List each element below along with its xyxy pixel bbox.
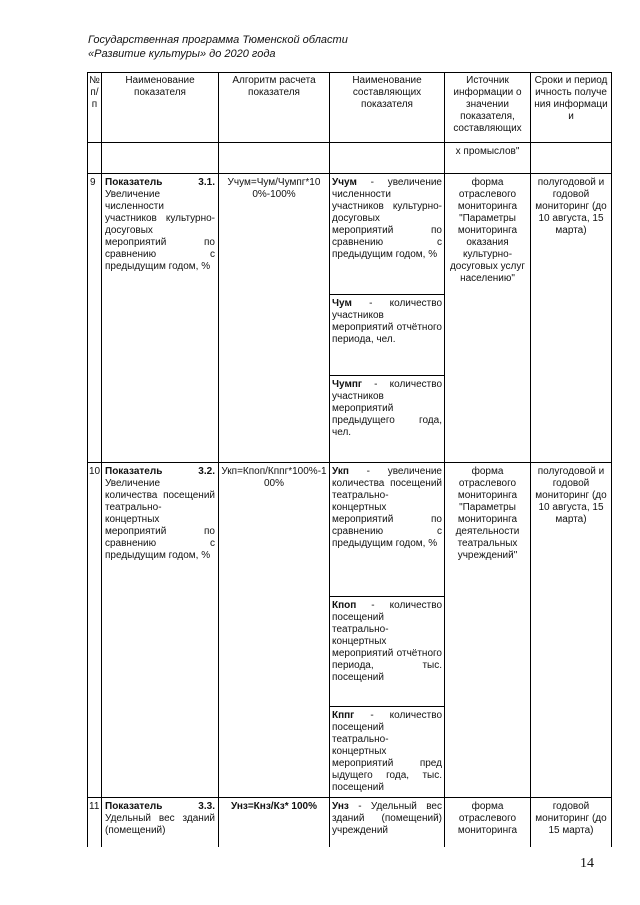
indicator-cell xyxy=(105,177,215,273)
period-cell: полугодовой и годовой мониторинг (до 10 августа, 15 марта) xyxy=(535,466,607,525)
indicator-label: Показатель 3.1. xyxy=(105,177,215,188)
column-header-indicator: Наименование показателя xyxy=(125,75,195,98)
row-number: 9 xyxy=(90,177,96,188)
component-term: Унз xyxy=(332,801,349,812)
rule-comp-10-1 xyxy=(329,596,444,597)
component-cell xyxy=(332,801,442,837)
component-term: Учум xyxy=(332,177,357,188)
component-term: Чумпг xyxy=(332,379,363,390)
component-cell xyxy=(332,177,442,261)
rule-col-1 xyxy=(101,72,102,847)
component-cell xyxy=(332,466,442,550)
column-header-algorithm: Алгоритм расчета показателя xyxy=(232,75,316,98)
component-text: - количество посещений театрально-концертных мероприятий отчётного периода, тыс. посещений xyxy=(332,600,442,683)
rule-col-6 xyxy=(611,72,612,847)
period-cell: полугодовой и годовой мониторинг (до 10 августа, 15 марта) xyxy=(535,177,607,236)
rule-row-9 xyxy=(87,173,611,174)
indicator-label: Показатель 3.3. xyxy=(105,801,215,812)
indicator-text: Увеличение количества посещений театрально-концертных мероприятий по сравнению с предыдущим годом, % xyxy=(105,478,215,561)
indicator-cell xyxy=(105,801,215,837)
component-term: Кпоп xyxy=(332,600,357,611)
component-text: - Удельный вес зданий (помещений) учреждений xyxy=(332,801,442,836)
component-cell xyxy=(332,298,442,346)
formula-cell: Учум=Чум/Чумпг*100%-100% xyxy=(227,177,321,200)
header-line-2: «Развитие культуры» до 2020 года xyxy=(88,48,276,60)
rule-col-5 xyxy=(530,72,531,847)
rule-comp-9-2 xyxy=(329,375,444,376)
source-cell: форма отраслевого мониторинга xyxy=(457,801,518,836)
indicator-label: Показатель 3.2. xyxy=(105,466,215,477)
rule-col-4 xyxy=(444,72,445,847)
column-header-period: Сроки и периодичность получения информации xyxy=(534,75,608,122)
indicator-text: Увеличение численности участников культурно-досуговых мероприятий по сравнению с предыдущим годом, % xyxy=(105,189,215,272)
rule-comp-10-2 xyxy=(329,706,444,707)
document-header xyxy=(88,33,348,61)
formula-cell: Унз=Кнз/Кз* 100% xyxy=(230,801,318,812)
indicator-text: Удельный вес зданий (помещений) xyxy=(105,813,215,836)
rule-col-0 xyxy=(87,72,88,847)
rule-col-2 xyxy=(218,72,219,847)
component-term: Укп xyxy=(332,466,349,477)
rule-comp-9-1 xyxy=(329,294,444,295)
rule-below-header xyxy=(87,142,611,143)
continuation-text: х промыслов" xyxy=(455,146,520,157)
row-number: 10 xyxy=(89,466,101,477)
component-text: - количество участников мероприятий предыдущего года, чел. xyxy=(332,379,442,438)
header-line-1: Государственная программа Тюменской области xyxy=(88,34,348,46)
indicator-cell xyxy=(105,466,215,562)
component-term: Чум xyxy=(332,298,352,309)
rule-row-11 xyxy=(87,797,611,798)
period-cell: годовой мониторинг (до 15 марта) xyxy=(535,801,607,836)
formula-cell: Укп=Кпоп/Кппг*100%-100% xyxy=(221,466,327,489)
source-cell: форма отраслевого мониторинга "Параметры мониторинга деятельности театральных учреждений" xyxy=(455,466,520,561)
column-header-number: № п/п xyxy=(89,75,100,110)
component-term: Кппг xyxy=(332,710,355,721)
rule-top xyxy=(87,72,611,73)
component-text: - количество участников мероприятий отчётного периода, чел. xyxy=(332,298,442,345)
column-header-components: Наименование составляющих показателя xyxy=(352,75,422,110)
component-text: - увеличение численности участников культурно-досуговых мероприятий по сравнению с предыдущим годом, % xyxy=(332,177,442,260)
source-cell: форма отраслевого мониторинга "Параметры мониторинга оказания культурно-досуговых услуг населению" xyxy=(449,177,526,284)
component-cell xyxy=(332,600,442,684)
component-text: - увеличение количества посещений театрально-концертных мероприятий по сравнению с предыдущим годом, % xyxy=(332,466,442,549)
column-header-source: Источник информации о значении показателя, составляющих xyxy=(453,75,522,134)
component-text: - количество посещений театрально-концертных мероприятий пред ыдущего года, тыс. посещений xyxy=(332,710,442,793)
rule-row-10 xyxy=(87,462,611,463)
component-cell xyxy=(332,710,442,794)
row-number: 11 xyxy=(89,801,100,812)
rule-col-3 xyxy=(329,72,330,847)
component-cell xyxy=(332,379,442,439)
page-number: 14 xyxy=(580,856,594,871)
